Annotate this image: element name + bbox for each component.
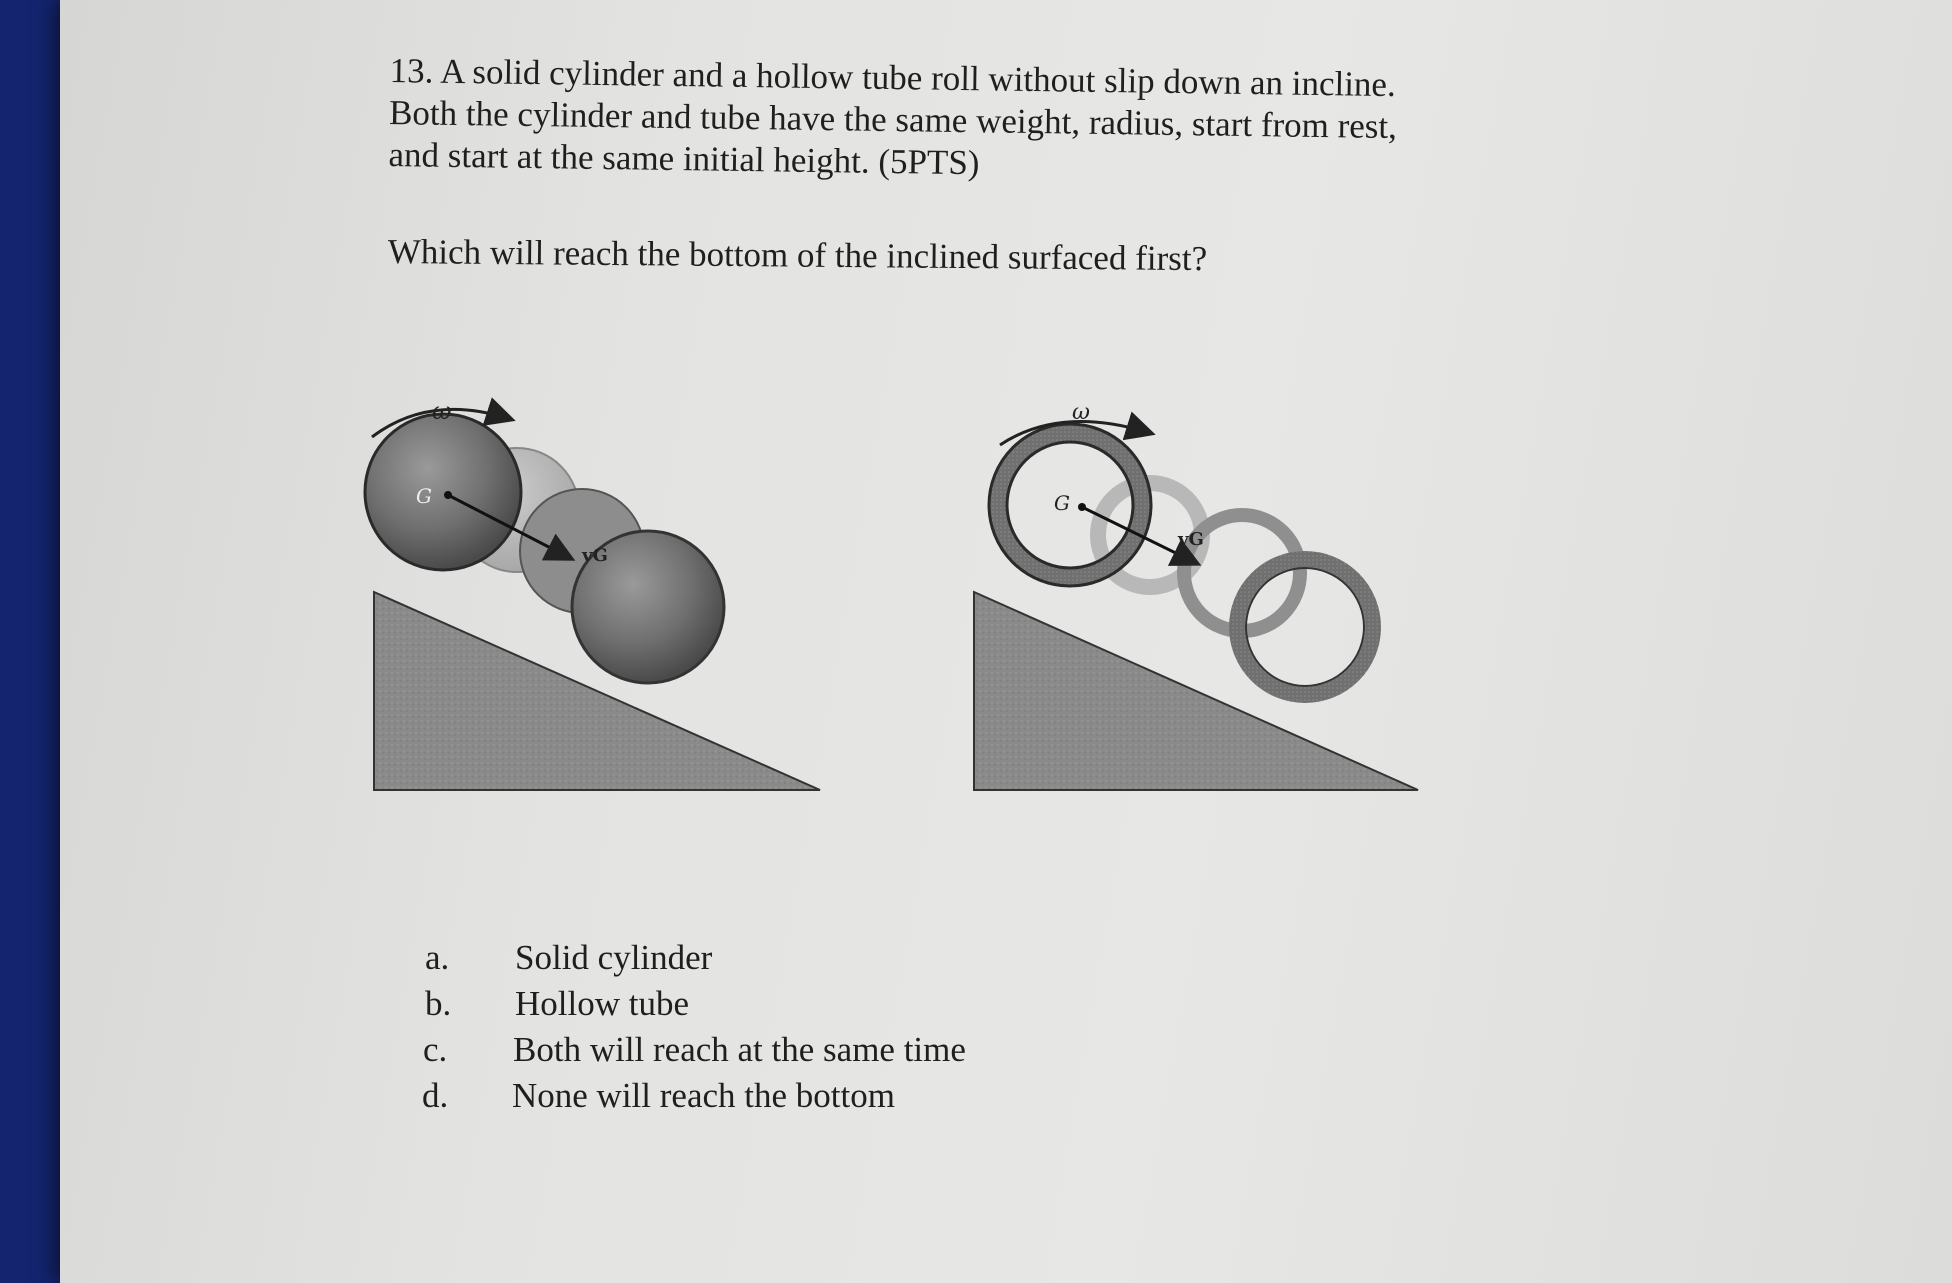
left-velocity-label: vG xyxy=(582,545,608,566)
hollow-tube xyxy=(998,433,1142,577)
option-c-letter: c. xyxy=(423,1030,448,1069)
hollow-tube-outline xyxy=(989,424,1151,586)
worksheet-paper xyxy=(60,0,1952,1283)
option-a-letter: a. xyxy=(425,938,450,977)
option-b-text: Hollow tube xyxy=(515,984,690,1023)
option-b-letter: b. xyxy=(425,984,452,1023)
option-c-text: Both will reach at the same time xyxy=(513,1030,966,1069)
right-center-label: G xyxy=(1054,491,1070,515)
question-line-3: and start at the same initial height. (5PTS) xyxy=(388,134,980,183)
solid-cylinder xyxy=(365,414,521,570)
answer-options xyxy=(422,935,966,1119)
question-prompt: Which will reach the bottom of the inclined surfaced first? xyxy=(387,232,1208,279)
right-incline-ramp xyxy=(974,592,1418,790)
option-d-letter: d. xyxy=(422,1076,449,1115)
option-d[interactable] xyxy=(422,1073,966,1119)
right-omega-label: ω xyxy=(1072,400,1090,425)
right-velocity-label: vG xyxy=(1178,529,1204,550)
question-line-2: Both the cylinder and tube have the same weight, radius, start from rest, xyxy=(388,92,1398,147)
incline-figure xyxy=(360,395,1460,815)
option-c[interactable] xyxy=(423,1027,966,1073)
option-a-text: Solid cylinder xyxy=(515,938,713,977)
question-line-1: 13. A solid cylinder and a hollow tube roll without slip down an incline. xyxy=(389,50,1397,105)
option-a[interactable] xyxy=(425,935,966,981)
left-center-label: G xyxy=(416,484,432,508)
question-text xyxy=(388,50,1540,192)
solid-cylinder-diagram xyxy=(365,397,820,790)
hollow-tube-diagram xyxy=(974,400,1418,790)
option-b[interactable] xyxy=(425,981,966,1027)
left-omega-label: ω xyxy=(432,397,452,425)
option-d-text: None will reach the bottom xyxy=(512,1076,895,1115)
